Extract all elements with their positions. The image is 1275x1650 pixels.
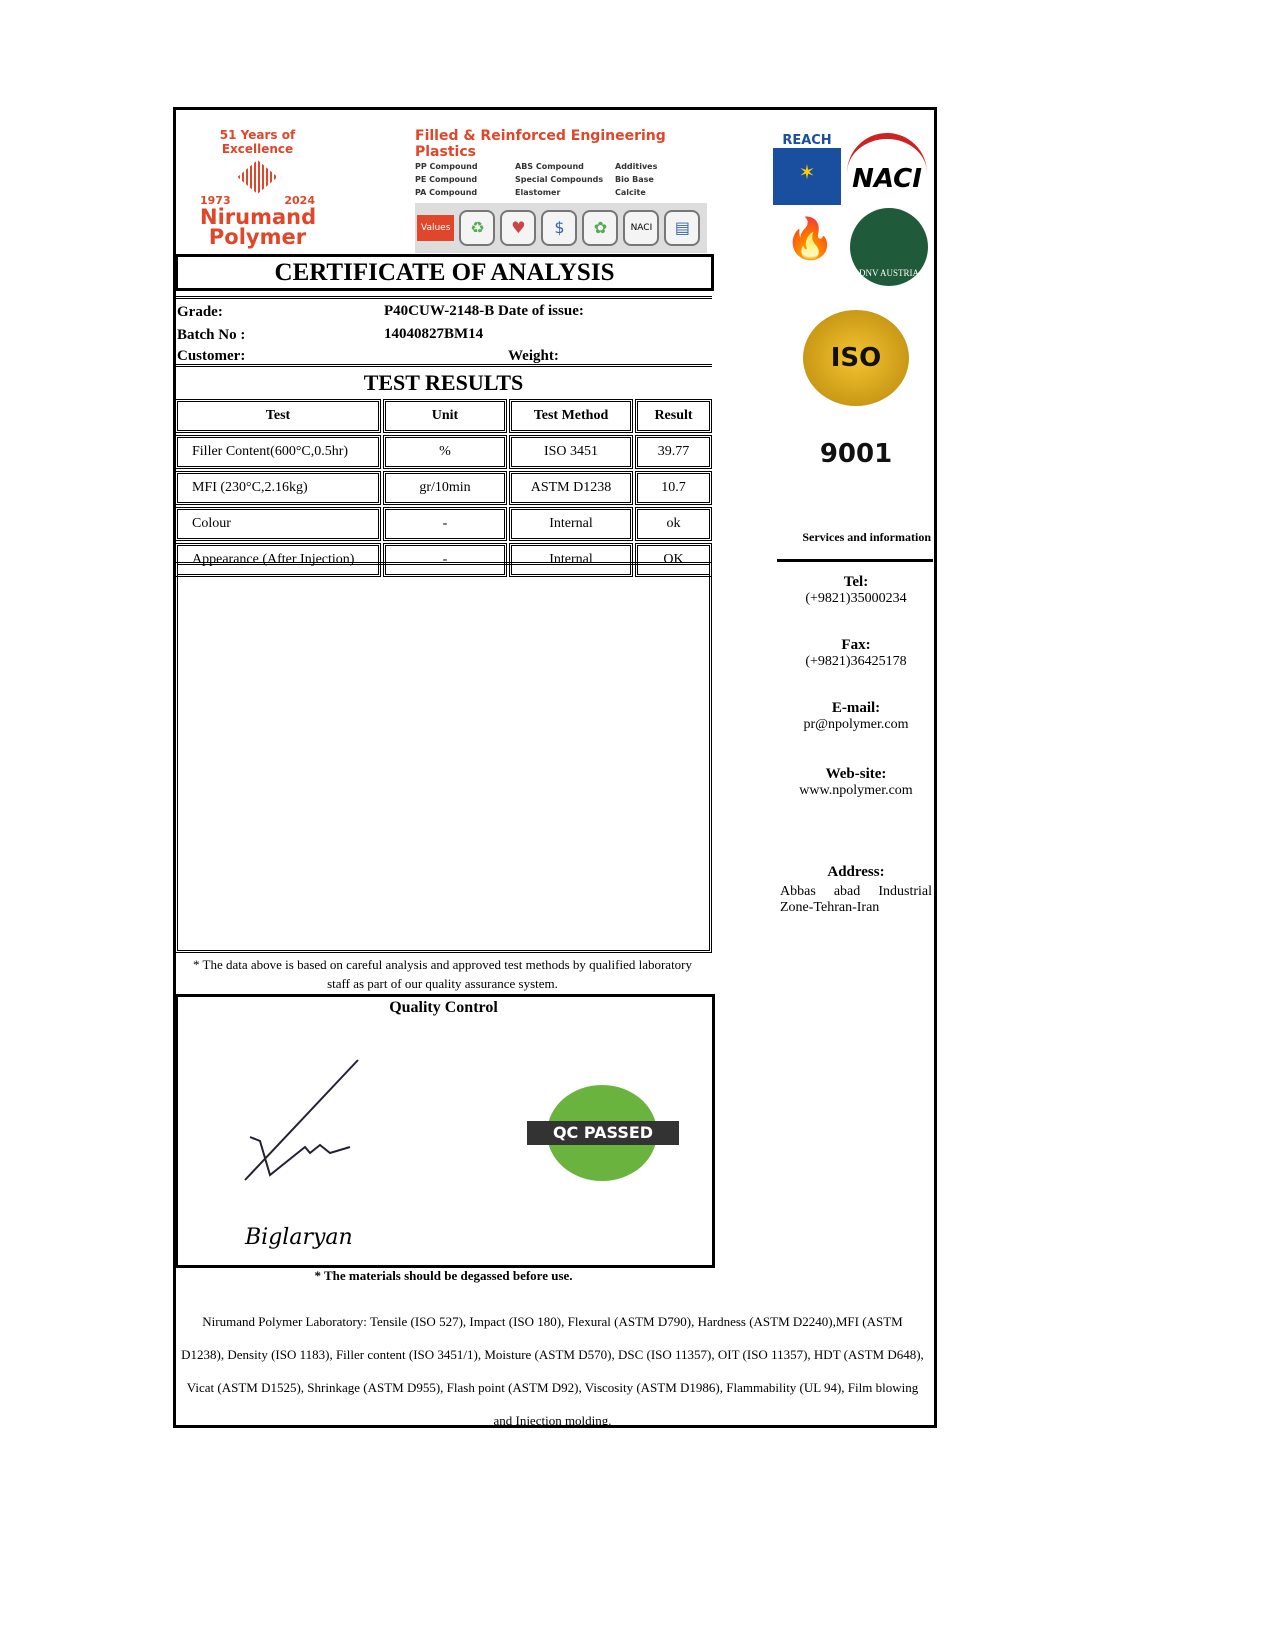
- qc-title: Quality Control: [389, 999, 498, 1016]
- banner-title: Filled & Reinforced Engineering Plastics: [415, 128, 666, 160]
- cell: ISO 3451: [509, 435, 633, 469]
- flame-award-icon: 🔥: [785, 216, 835, 261]
- product: Special Compounds: [515, 175, 604, 184]
- values-label: Values: [417, 215, 454, 241]
- product: Additives: [615, 162, 658, 171]
- grade-value: P40CUW-2148-B: [384, 303, 495, 319]
- analysis-note: * The data above is based on careful analysis and approved test methods by qualified laboratory staff as part of our quality assurance system.: [192, 957, 693, 991]
- results-title: TEST RESULTS: [363, 370, 524, 395]
- empty-results-area: [175, 562, 712, 953]
- cell: ASTM D1238: [509, 471, 633, 505]
- cell: -: [383, 543, 507, 577]
- table-header: [175, 399, 712, 433]
- logo-years: 51 Years of Excellence: [219, 128, 296, 156]
- table-row: [175, 507, 712, 541]
- cell: Internal: [509, 507, 633, 541]
- product: Calcite: [615, 188, 646, 197]
- naci-icon: NACI: [623, 210, 659, 246]
- email-block: [780, 700, 932, 733]
- certificate-icon: ▤: [664, 210, 700, 246]
- cell: %: [383, 435, 507, 469]
- product: ABS Compound: [515, 162, 584, 171]
- nirumand-logo: [200, 128, 317, 249]
- product: PE Compound: [415, 175, 478, 184]
- signature-image: [240, 1055, 370, 1185]
- logo-to: 2024: [284, 194, 315, 207]
- table-row: [175, 471, 712, 505]
- grade-label: Grade:: [177, 304, 223, 320]
- recycle-icon: ♻: [459, 210, 495, 246]
- logo-from: 1973: [200, 194, 231, 207]
- product: Elastomer: [515, 188, 561, 197]
- product: PA Compound: [415, 188, 478, 197]
- divider: [175, 296, 712, 299]
- naci-logo: NACI: [847, 133, 927, 209]
- divider: [777, 559, 933, 562]
- qc-stamp-text: QC PASSED: [527, 1121, 679, 1145]
- col-result: Result: [635, 399, 712, 433]
- address-label: Address:: [827, 864, 885, 880]
- cell: Appearance (After Injection): [175, 543, 381, 577]
- lab-footer: Nirumand Polymer Laboratory: Tensile (ISO 527), Impact (ISO 180), Flexural (ASTM D790), Hardness (ASTM D2240),MFI (ASTM D1238), Density (ISO 1183), Filler content (ISO 3451/1), Moisture (ASTM D570), DSC (ISO 11357), OIT (ISO 11357), HDT (ASTM D648), Vicat (ASTM D1525), Shrinkage (ASTM D955), Flash point (ASTM D92), Viscosity (ASTM D1986), Flammability (UL 94), Film blowing and Injection molding.: [181, 1314, 924, 1428]
- cell: -: [383, 507, 507, 541]
- weight-label: Weight:: [508, 348, 559, 364]
- email-label: E-mail:: [831, 700, 881, 716]
- fax-value: (+9821)36425178: [805, 654, 907, 669]
- results-table: [173, 397, 714, 579]
- page-title: CERTIFICATE OF ANALYSIS: [175, 254, 714, 291]
- email-link[interactable]: pr@npolymer.com: [803, 717, 909, 732]
- col-unit: Unit: [383, 399, 507, 433]
- divider: [175, 364, 712, 367]
- customer-label: Customer:: [177, 348, 246, 364]
- tel-value: (+9821)35000234: [805, 591, 907, 606]
- col-test: Test: [175, 399, 381, 433]
- bulb-icon: ✿: [582, 210, 618, 246]
- cell: Colour: [175, 507, 381, 541]
- heart-hand-icon: ♥: [500, 210, 536, 246]
- fax-block: [780, 637, 932, 670]
- fax-label: Fax:: [841, 637, 871, 653]
- qc-passed-stamp: [527, 1085, 679, 1181]
- degas-note: * The materials should be degassed before use.: [314, 1268, 573, 1283]
- iso-9001-seal: ISO 9001: [803, 310, 909, 406]
- cell: 39.77: [635, 435, 712, 469]
- batch-value: 14040827BM14: [384, 326, 484, 342]
- logo-name-2: Polymer: [208, 225, 307, 249]
- product: Bio Base: [615, 175, 654, 184]
- address-block: [780, 864, 932, 916]
- side-title: Services and information: [802, 530, 931, 544]
- batch-label: Batch No :: [177, 327, 246, 343]
- cell: Internal: [509, 543, 633, 577]
- col-method: Test Method: [509, 399, 633, 433]
- circular-economy-icon: $: [541, 210, 577, 246]
- signer-name: Biglaryan: [245, 1225, 353, 1250]
- web-link[interactable]: www.npolymer.com: [799, 783, 913, 798]
- web-label: Web-site:: [825, 766, 887, 782]
- logo-stripes-icon: [238, 160, 278, 194]
- tel-block: [780, 574, 932, 607]
- reach-text: REACH: [773, 133, 841, 148]
- address-value: Abbas abad Industrial Zone-Tehran-Iran: [780, 884, 932, 915]
- cell: gr/10min: [383, 471, 507, 505]
- cell: MFI (230°C,2.16kg): [175, 471, 381, 505]
- cell: 10.7: [635, 471, 712, 505]
- tel-label: Tel:: [843, 574, 869, 590]
- cell: ok: [635, 507, 712, 541]
- logo-name-1: Nirumand: [200, 205, 317, 229]
- date-label: Date of issue:: [498, 303, 584, 319]
- product: PP Compound: [415, 162, 478, 171]
- table-row: [175, 435, 712, 469]
- dnv-logo: DNV AUSTRIA: [850, 208, 928, 286]
- cell: OK: [635, 543, 712, 577]
- reach-logo: REACH ✶: [773, 133, 841, 205]
- product-banner: [415, 128, 707, 253]
- web-block: [780, 766, 932, 799]
- values-strip: [415, 203, 707, 253]
- cell: Filler Content(600°C,0.5hr): [175, 435, 381, 469]
